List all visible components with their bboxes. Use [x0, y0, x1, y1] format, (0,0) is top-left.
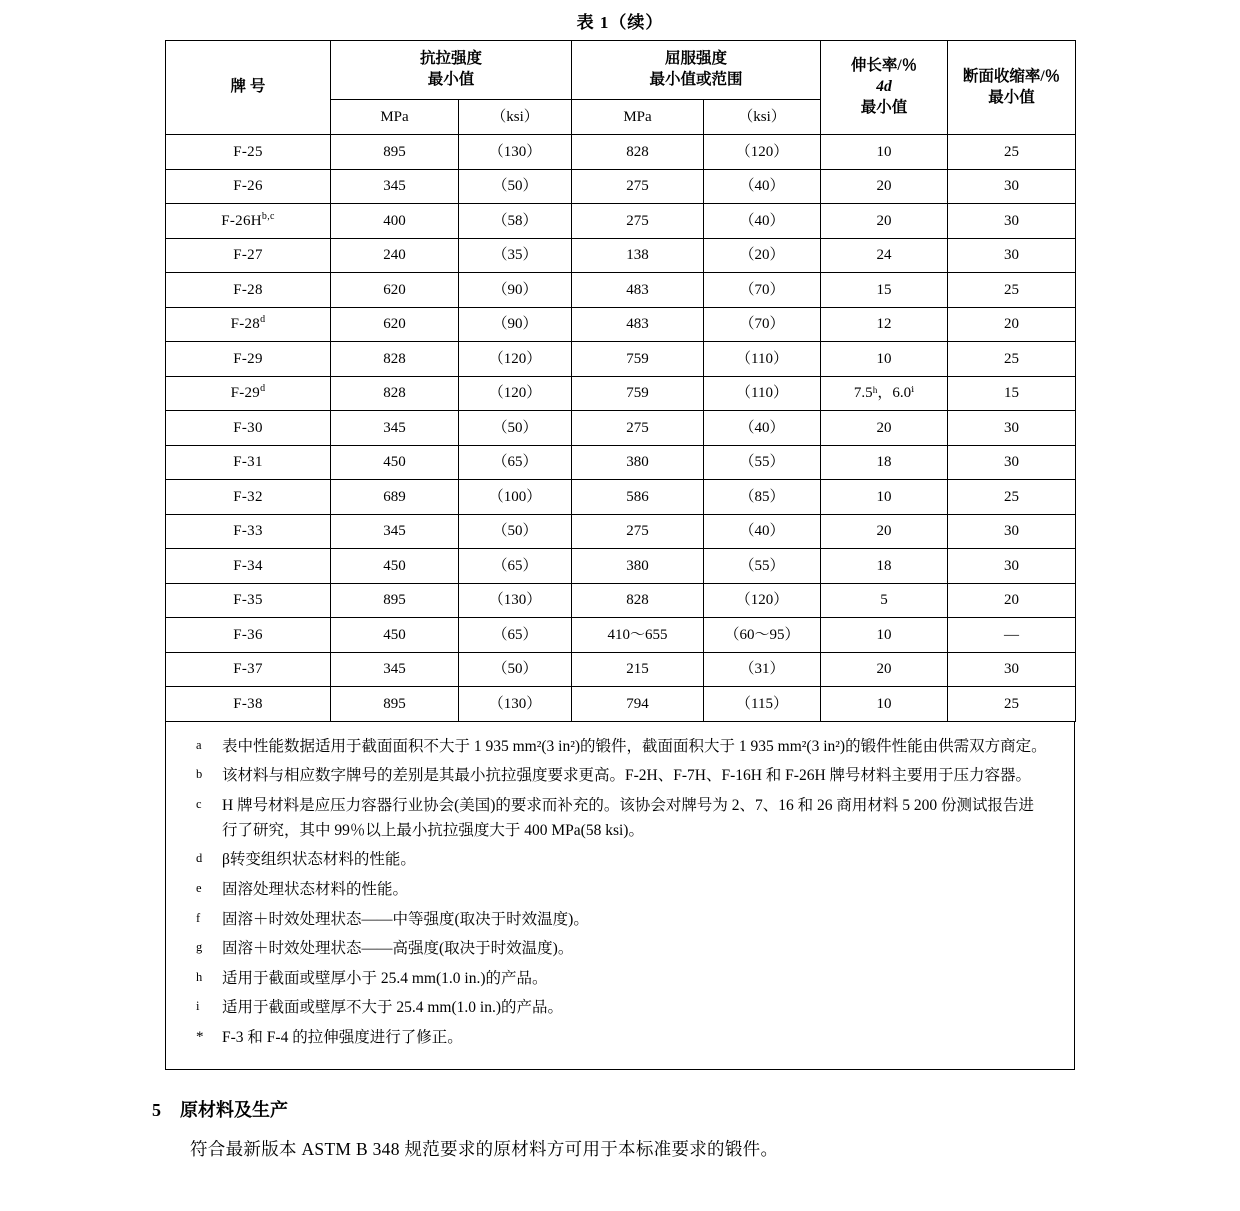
footnote: [192, 877, 1048, 902]
section-heading: [0, 1096, 1240, 1122]
cell-tensile-ksi: （58）: [459, 204, 572, 239]
cell-grade: F-31: [166, 445, 331, 480]
header-tensile-line2: 最小值: [427, 71, 475, 88]
cell-elongation: 5: [821, 583, 948, 618]
footnote-text: 该材料与相应数字牌号的差别是其最小抗拉强度要求更高。F-2H、F-7H、F-16H 和 F-26H 牌号材料主要用于压力容器。: [222, 767, 1032, 785]
table-row: [166, 135, 1076, 170]
header-elongation-line2: 4d: [876, 78, 892, 96]
header-elongation-line3: 最小值: [860, 98, 908, 116]
cell-tensile-mpa: 895: [331, 583, 459, 618]
cell-yield-ksi: （40）: [704, 204, 821, 239]
cell-elongation: 15: [821, 273, 948, 308]
footnote-marker: a: [196, 737, 202, 752]
cell-elongation: 10: [821, 480, 948, 515]
cell-grade: F-29$^d$: [166, 376, 331, 411]
table-row: [166, 411, 1076, 446]
cell-yield-ksi: （70）: [704, 273, 821, 308]
table-row: [166, 342, 1076, 377]
cell-elongation: 20: [821, 169, 948, 204]
cell-yield-ksi: （70）: [704, 307, 821, 342]
cell-yield-ksi: （85）: [704, 480, 821, 515]
footnote-text: 适用于截面或壁厚不大于 25.4 mm(1.0 in.)的产品。: [222, 999, 563, 1017]
footnote-text: 表中性能数据适用于截面面积不大于 1 935 mm²(3 in²)的锻件，截面面积大于 1 935 mm²(3 in²)的锻件性能由供需双方商定。: [222, 737, 1047, 755]
cell-elongation: 12: [821, 307, 948, 342]
cell-yield-mpa: 828: [572, 135, 704, 170]
header-reduction-line2: 最小值: [988, 88, 1035, 106]
cell-yield-mpa: 275: [572, 169, 704, 204]
cell-yield-mpa: 138: [572, 238, 704, 273]
table-row: [166, 480, 1076, 515]
cell-elongation: 20: [821, 204, 948, 239]
cell-reduction: 30: [948, 445, 1076, 480]
cell-reduction: 30: [948, 204, 1076, 239]
cell-tensile-ksi: （65）: [459, 618, 572, 653]
cell-reduction: —: [948, 618, 1076, 653]
cell-grade: F-28$^d$: [166, 307, 331, 342]
footnote-marker: d: [196, 851, 203, 866]
cell-yield-mpa: 828: [572, 583, 704, 618]
cell-yield-ksi: （55）: [704, 445, 821, 480]
cell-grade: F-35: [166, 583, 331, 618]
table-row: [166, 307, 1076, 342]
cell-elongation: 18: [821, 445, 948, 480]
table-row: [166, 687, 1076, 722]
cell-yield-ksi: （120）: [704, 135, 821, 170]
footnote: [192, 1025, 1048, 1050]
cell-yield-ksi: （115）: [704, 687, 821, 722]
table-row: [166, 618, 1076, 653]
cell-tensile-mpa: 400: [331, 204, 459, 239]
footnote-marker: g: [196, 940, 203, 955]
cell-tensile-mpa: 689: [331, 480, 459, 515]
footnote: [192, 907, 1048, 932]
cell-grade: F-28: [166, 273, 331, 308]
section-title: 原材料及生产: [180, 1099, 288, 1120]
cell-tensile-mpa: 620: [331, 307, 459, 342]
cell-tensile-mpa: 828: [331, 342, 459, 377]
cell-yield-mpa: 759: [572, 376, 704, 411]
cell-grade: $F-26H^{b,c}$: [166, 204, 331, 239]
cell-yield-mpa: 380: [572, 549, 704, 584]
cell-tensile-ksi: （90）: [459, 273, 572, 308]
cell-yield-ksi: （60～95）: [704, 618, 821, 653]
cell-grade: F-34: [166, 549, 331, 584]
cell-yield-ksi: （110）: [704, 376, 821, 411]
cell-tensile-mpa: 345: [331, 411, 459, 446]
cell-yield-mpa: 380: [572, 445, 704, 480]
header-tensile-strength: [331, 41, 572, 100]
cell-tensile-mpa: 345: [331, 514, 459, 549]
table-row: [166, 652, 1076, 687]
cell-reduction: 30: [948, 549, 1076, 584]
cell-elongation: 20: [821, 652, 948, 687]
footnote-marker: e: [196, 881, 202, 896]
header-yield-mpa: MPa: [572, 100, 704, 135]
cell-yield-ksi: （40）: [704, 411, 821, 446]
cell-tensile-ksi: （65）: [459, 549, 572, 584]
cell-elongation: 10: [821, 618, 948, 653]
footnote-marker: h: [196, 969, 203, 984]
grade-footnote-marker: d: [260, 383, 266, 395]
footnote: [192, 793, 1048, 843]
footnote-marker: *: [196, 1029, 204, 1046]
table-row: [166, 204, 1076, 239]
footnote: [192, 734, 1048, 759]
cell-tensile-mpa: 895: [331, 687, 459, 722]
cell-tensile-mpa: 450: [331, 618, 459, 653]
footnote-text: H 牌号材料是应压力容器行业协会(美国)的要求而补充的。该协会对牌号为 2、7、16 和 26 商用材料 5 200 份测试报告进行了研究，其中 99％以上最小抗拉强度大于 400 MPa(58 ksi)。: [222, 796, 1035, 839]
footnote-marker: c: [196, 796, 202, 811]
cell-reduction: 25: [948, 480, 1076, 515]
mechanical-properties-table: [165, 40, 1076, 722]
cell-reduction: 25: [948, 273, 1076, 308]
cell-elongation: 10: [821, 135, 948, 170]
cell-tensile-ksi: （130）: [459, 583, 572, 618]
cell-yield-mpa: 275: [572, 204, 704, 239]
footnote-marker: f: [196, 910, 201, 925]
table-row: [166, 238, 1076, 273]
cell-tensile-ksi: （120）: [459, 342, 572, 377]
header-tensile-ksi: （ksi）: [459, 100, 572, 135]
cell-grade: F-26: [166, 169, 331, 204]
table-body: [166, 135, 1076, 722]
cell-yield-mpa: 410～655: [572, 618, 704, 653]
footnote-text: 固溶＋时效处理状态——高强度(取决于时效温度)。: [222, 940, 574, 958]
cell-tensile-mpa: 450: [331, 549, 459, 584]
cell-reduction: 30: [948, 169, 1076, 204]
cell-grade: F-32: [166, 480, 331, 515]
cell-tensile-mpa: 828: [331, 376, 459, 411]
cell-yield-ksi: （110）: [704, 342, 821, 377]
footnote-text: β转变组织状态材料的性能。: [222, 851, 416, 869]
cell-grade: F-27: [166, 238, 331, 273]
footnote: [192, 763, 1048, 788]
cell-yield-mpa: 275: [572, 411, 704, 446]
cell-reduction: 25: [948, 687, 1076, 722]
section-paragraph: 符合最新版本 ASTM B 348 规范要求的原材料方可用于本标准要求的锻件。: [190, 1138, 779, 1159]
cell-yield-ksi: （40）: [704, 169, 821, 204]
table-footnotes: [165, 722, 1075, 1070]
footnote: [192, 847, 1048, 872]
table-row: [166, 376, 1076, 411]
cell-reduction: 30: [948, 411, 1076, 446]
table-row: [166, 169, 1076, 204]
footnote-text: F-3 和 F-4 的拉伸强度进行了修正。: [222, 1029, 463, 1047]
cell-reduction: 15: [948, 376, 1076, 411]
header-yield-ksi: （ksi）: [704, 100, 821, 135]
cell-tensile-ksi: （50）: [459, 514, 572, 549]
cell-tensile-ksi: （130）: [459, 687, 572, 722]
footnote-text: 适用于截面或壁厚小于 25.4 mm(1.0 in.)的产品。: [222, 969, 548, 987]
header-grade: 牌 号: [166, 41, 331, 135]
header-elongation: [821, 41, 948, 135]
header-reduction-line1: 断面收缩率/％: [962, 67, 1061, 85]
table-header-row-1: [166, 41, 1076, 100]
header-yield-strength: [572, 41, 821, 100]
cell-yield-mpa: 483: [572, 307, 704, 342]
header-yield-line2: 最小值或范围: [649, 71, 743, 88]
table-row: [166, 273, 1076, 308]
cell-reduction: 25: [948, 135, 1076, 170]
cell-tensile-mpa: 450: [331, 445, 459, 480]
header-reduction-of-area: [948, 41, 1076, 135]
cell-elongation: 20: [821, 411, 948, 446]
cell-yield-mpa: 275: [572, 514, 704, 549]
cell-elongation: 24: [821, 238, 948, 273]
cell-yield-ksi: （40）: [704, 514, 821, 549]
cell-grade: F-37: [166, 652, 331, 687]
header-elongation-line1: 伸长率/％: [850, 57, 918, 75]
cell-tensile-mpa: 345: [331, 652, 459, 687]
footnote: [192, 936, 1048, 961]
table-row: [166, 549, 1076, 584]
cell-yield-ksi: （55）: [704, 549, 821, 584]
cell-yield-mpa: 586: [572, 480, 704, 515]
table-row: [166, 583, 1076, 618]
cell-reduction: 30: [948, 514, 1076, 549]
cell-grade: F-36: [166, 618, 331, 653]
cell-tensile-ksi: （130）: [459, 135, 572, 170]
header-tensile-mpa: MPa: [331, 100, 459, 135]
mechanical-properties-table-wrapper: [165, 40, 1075, 1070]
footnote-marker: b: [196, 767, 203, 782]
cell-tensile-mpa: 620: [331, 273, 459, 308]
header-yield-line1: 屈服强度: [665, 50, 728, 68]
cell-reduction: 20: [948, 307, 1076, 342]
cell-tensile-ksi: （50）: [459, 169, 572, 204]
header-tensile-line1: 抗拉强度: [420, 50, 483, 68]
cell-tensile-ksi: （100）: [459, 480, 572, 515]
cell-yield-mpa: 483: [572, 273, 704, 308]
cell-reduction: 25: [948, 342, 1076, 377]
footnote-text: 固溶＋时效处理状态——中等强度(取决于时效温度)。: [222, 910, 589, 928]
cell-elongation: 10: [821, 342, 948, 377]
cell-tensile-ksi: （50）: [459, 411, 572, 446]
cell-tensile-ksi: （120）: [459, 376, 572, 411]
cell-yield-mpa: 794: [572, 687, 704, 722]
grade-footnote-marker: d: [260, 314, 266, 326]
section-number: 5: [152, 1099, 161, 1120]
cell-tensile-mpa: 895: [331, 135, 459, 170]
cell-elongation: 20: [821, 514, 948, 549]
cell-grade: F-33: [166, 514, 331, 549]
cell-tensile-mpa: 240: [331, 238, 459, 273]
footnote: [192, 995, 1048, 1020]
cell-yield-ksi: （31）: [704, 652, 821, 687]
cell-elongation: 18: [821, 549, 948, 584]
cell-elongation: 7.5ʰ，6.0ⁱ: [821, 376, 948, 411]
cell-grade: F-38: [166, 687, 331, 722]
cell-tensile-ksi: （90）: [459, 307, 572, 342]
cell-grade: F-30: [166, 411, 331, 446]
table-row: [166, 445, 1076, 480]
cell-grade: F-25: [166, 135, 331, 170]
cell-reduction: 20: [948, 583, 1076, 618]
footnote-text: 固溶处理状态材料的性能。: [222, 881, 409, 899]
cell-yield-mpa: 759: [572, 342, 704, 377]
cell-yield-ksi: （20）: [704, 238, 821, 273]
cell-reduction: 30: [948, 652, 1076, 687]
cell-tensile-ksi: （65）: [459, 445, 572, 480]
cell-tensile-ksi: （35）: [459, 238, 572, 273]
cell-reduction: 30: [948, 238, 1076, 273]
footnote: [192, 966, 1048, 991]
footnote-marker: i: [196, 999, 200, 1014]
cell-yield-ksi: （120）: [704, 583, 821, 618]
cell-grade: F-29: [166, 342, 331, 377]
cell-yield-mpa: 215: [572, 652, 704, 687]
cell-tensile-mpa: 345: [331, 169, 459, 204]
cell-tensile-ksi: （50）: [459, 652, 572, 687]
table-caption: 表 1（续）: [576, 13, 664, 32]
cell-elongation: 10: [821, 687, 948, 722]
table-row: [166, 514, 1076, 549]
grade-footnote-marker: b,c: [261, 210, 275, 222]
